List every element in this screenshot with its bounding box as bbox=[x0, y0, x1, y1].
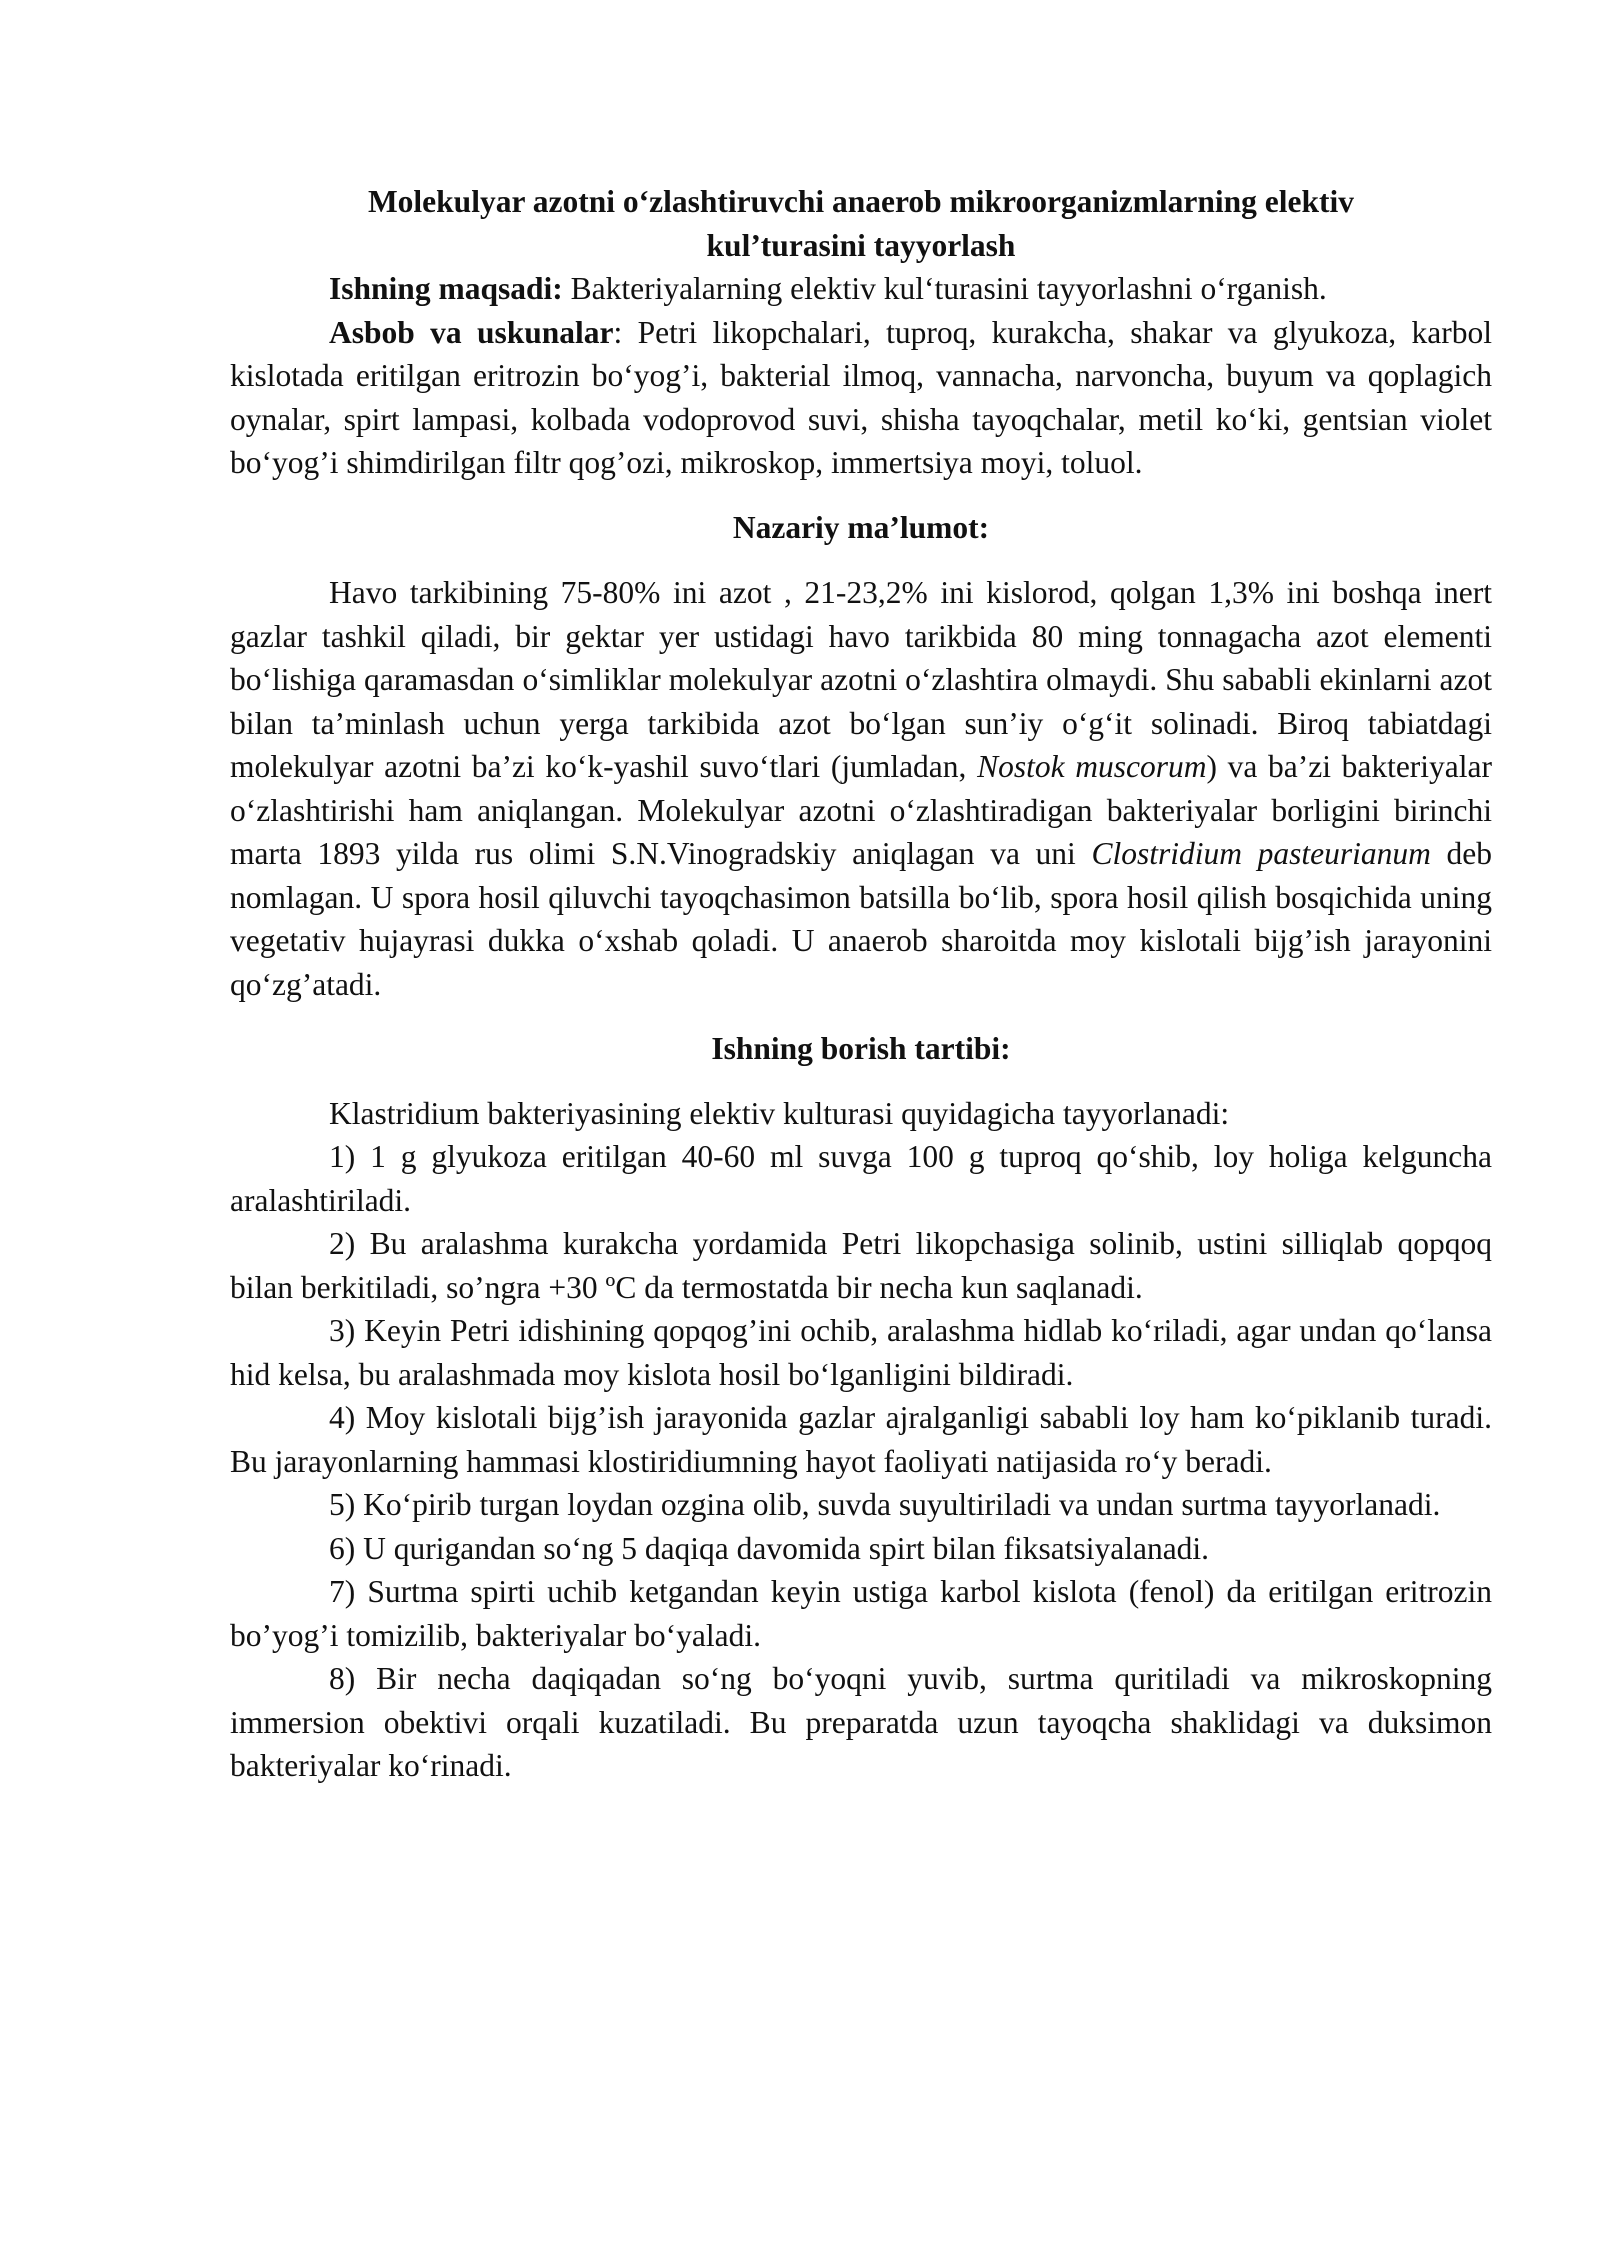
procedure-step bbox=[230, 1309, 1492, 1396]
step-text: Surtma spirti uchib ketgandan keyin ustiga karbol kislota (fenol) da eritilgan eritrozin bo’yog’i tomizilib, bakteriyalar bo‘yaladi. bbox=[230, 1574, 1492, 1653]
procedure-step bbox=[230, 1483, 1492, 1527]
equipment-text: : Petri likopchalari, tuproq, kurakcha, shakar va glyukoza, karbol kislotada eritilgan eritrozin bo‘yog’i, bakterial ilmoq, vannacha, narvoncha, buyum va qoplagich oynalar, spirt lampasi, kolbada vodoprovod suvi, shisha tayoqchalar, metil ko‘ki, gentsian violet bo‘yog’i shimdirilgan filtr qog’ozi, mikroskop, immertsiya moyi, toluol. bbox=[230, 314, 1492, 480]
step-number: 7) bbox=[329, 1574, 356, 1609]
species-name-clostridium: Clostridium pasteurianum bbox=[1091, 836, 1431, 871]
document-content bbox=[230, 180, 1492, 1788]
title-line-1: Molekulyar azotni o‘zlashtiruvchi anaerob mikroorganizmlarning elektiv bbox=[367, 184, 1355, 219]
step-number: 1) bbox=[329, 1139, 356, 1174]
step-number: 5) bbox=[329, 1487, 356, 1522]
purpose-paragraph bbox=[230, 267, 1492, 311]
theory-text-1: Havo tarkibining 75-80% ini azot , 21-23,2% ini kislorod, qolgan 1,3% ini boshqa inert gazlar tashkil qiladi, bir gektar yer ustidagi havo tarikbida 80 ming tonnagacha azot elementi bo‘lishiga qaramasdan o‘simliklar molekulyar azotni o‘zlashtira olmaydi. Shu sababli ekinlarni azot bilan ta’minlash uchun yerga tarkibida azot bo‘lgan sun’iy o‘g‘it solinadi. Biroq tabiatdagi molekulyar azotni ba’zi ko‘k-yashil suvo‘tlari (jumladan, bbox=[230, 575, 1492, 784]
procedure-step bbox=[230, 1570, 1492, 1657]
procedure-intro: Klastridium bakteriyasining elektiv kulturasi quyidagicha tayyorlanadi: bbox=[329, 1095, 1230, 1131]
procedure-step bbox=[230, 1396, 1492, 1483]
step-text: Bu aralashma kurakcha yordamida Petri likopchasiga solinib, ustini silliqlab qopqoq bilan berkitiladi, so’ngra +30 ºC da termostatda bir necha kun saqlanadi. bbox=[230, 1226, 1492, 1305]
step-text: Ko‘pirib turgan loydan ozgina olib, suvda suyultiriladi va undan surtma tayyorlanadi. bbox=[355, 1487, 1441, 1522]
theory-paragraph bbox=[230, 571, 1492, 1006]
document-title bbox=[230, 180, 1492, 267]
purpose-label: Ishning maqsadi: bbox=[329, 271, 563, 306]
step-number: 4) bbox=[329, 1400, 356, 1435]
title-line-2: kul’turasini tayyorlash bbox=[706, 227, 1016, 263]
step-text: U qurigandan so‘ng 5 daqiqa davomida spirt bilan fiksatsiyalanadi. bbox=[355, 1530, 1210, 1566]
theory-heading: Nazariy ma’lumot: bbox=[732, 509, 990, 545]
step-number: 6) bbox=[329, 1530, 356, 1566]
step-text: Keyin Petri idishining qopqog’ini ochib, aralashma hidlab ko‘riladi, agar undan qo‘lansa hid kelsa, bu aralashmada moy kislota hosil bo‘lganligini bildiradi. bbox=[230, 1313, 1492, 1392]
procedure-step bbox=[230, 1527, 1492, 1571]
step-text: 1 g glyukoza eritilgan 40-60 ml suvga 100 g tuproq qo‘shib, loy holiga kelguncha aralashtiriladi. bbox=[230, 1139, 1492, 1218]
procedure-heading: Ishning borish tartibi: bbox=[711, 1031, 1011, 1066]
step-text: Moy kislotali bijg’ish jarayonida gazlar ajralganligi sababli loy ham ko‘piklanib turadi. Bu jarayonlarning hammasi klostiridiumning hayot faoliyati natijasida ro‘y beradi. bbox=[230, 1400, 1492, 1479]
purpose-text: Bakteriyalarning elektiv kul‘turasini tayyorlashni o‘rganish. bbox=[562, 271, 1327, 306]
species-name-nostok: Nostok muscorum bbox=[977, 749, 1207, 784]
procedure-step bbox=[230, 1222, 1492, 1309]
step-text: Bir necha daqiqadan so‘ng bo‘yoqni yuvib, surtma quritiladi va mikroskopning immersion obektivi orqali kuzatiladi. Bu preparatda uzun tayoqcha shaklidagi va duksimon bakteriyalar ko‘rinadi. bbox=[230, 1661, 1492, 1783]
step-number: 2) bbox=[329, 1226, 356, 1261]
theory-text-2: ) va ba’zi bakteriyalar o‘zlashtirishi ham aniqlangan. Molekulyar azotni o‘zlashtiradigan bakteriyalar borligini birinchi marta 1893 yilda rus olimi S.N.Vinogradskiy aniqlagan va uni bbox=[230, 749, 1493, 871]
procedure-step bbox=[230, 1135, 1492, 1222]
equipment-label: Asbob va uskunalar bbox=[329, 314, 614, 350]
step-number: 3) bbox=[329, 1313, 356, 1348]
theory-text-3: deb nomlagan. U spora hosil qiluvchi tayoqchasimon batsilla bo‘lib, spora hosil qilish bosqichida uning vegetativ hujayrasi dukka o‘xshab qoladi. U anaerob sharoitda moy kislotali bijg’ish jarayonini qo‘zg’atadi. bbox=[230, 836, 1492, 1002]
procedure-step bbox=[230, 1657, 1492, 1788]
equipment-paragraph bbox=[230, 311, 1492, 485]
step-number: 8) bbox=[329, 1661, 356, 1696]
